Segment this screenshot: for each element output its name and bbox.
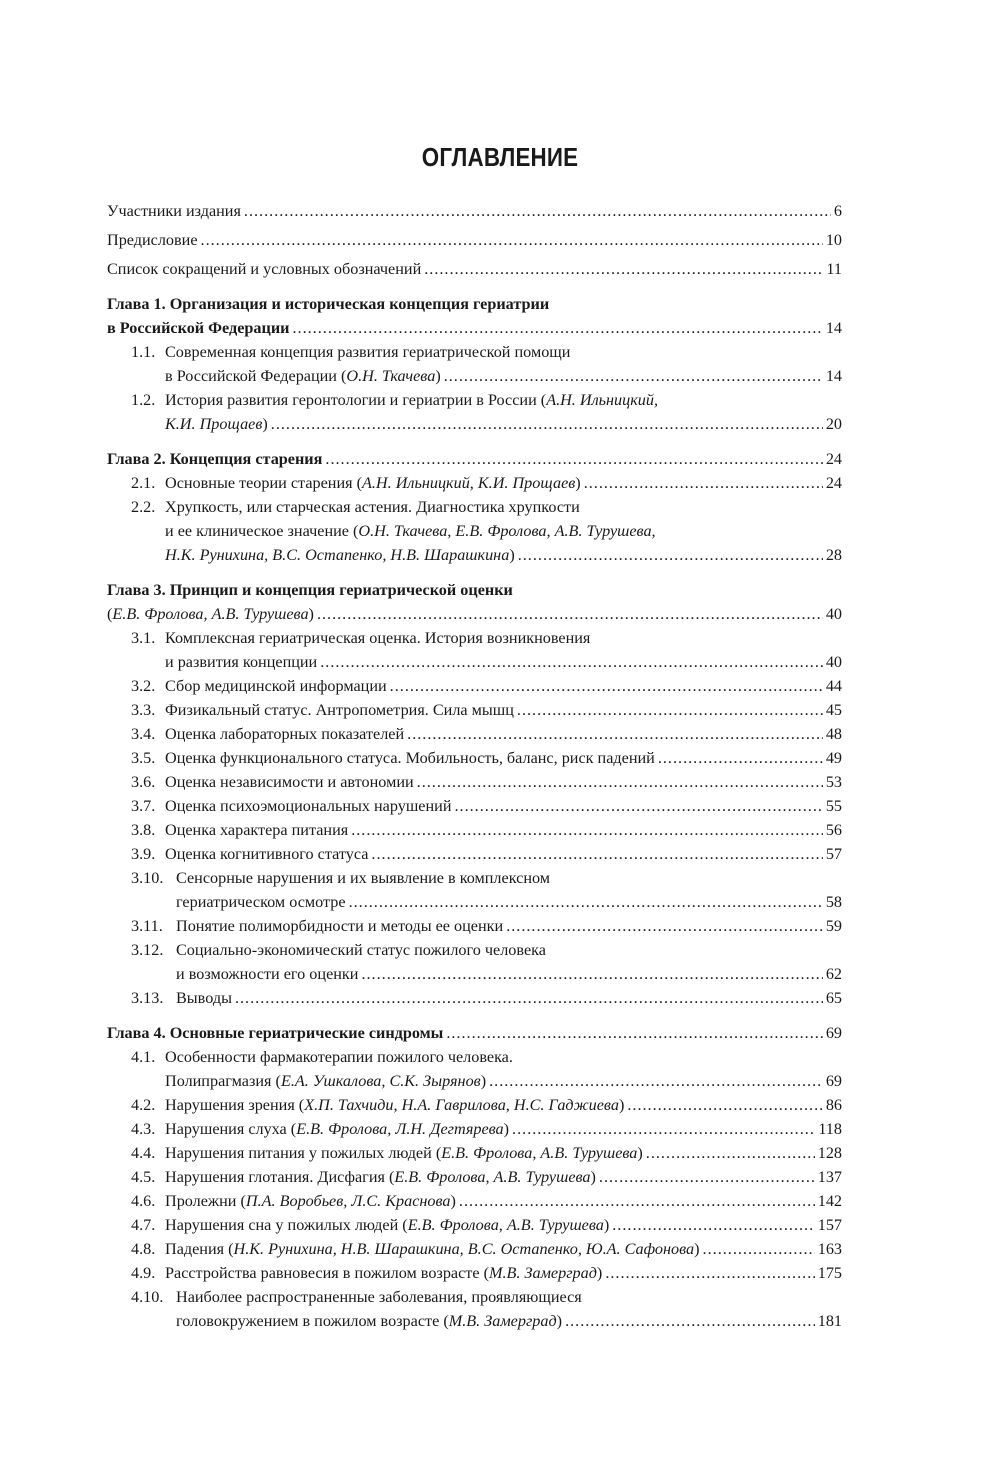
page-number: 163 [817, 1240, 842, 1258]
section-number: 4.2. [131, 1096, 156, 1114]
entry-title: Наиболее распространенные заболевания, проявляющиеся [176, 1288, 582, 1306]
leader-dots [599, 1165, 815, 1189]
leader-dots [517, 698, 823, 722]
entry-title: Падения ( [165, 1240, 234, 1258]
entry-title: Расстройства равновесия в пожилом возрасте ( [165, 1264, 489, 1282]
page-number: 10 [825, 231, 842, 249]
entry-title: Сенсорные нарушения и их выявление в комплексном [176, 869, 551, 887]
entry-title: Глава 3. Принцип и концепция гериатрической оценки [107, 581, 513, 599]
entry-title-cont: в Российской Федерации ( [165, 367, 347, 385]
entry-title-cont: гериатрическом осмотре [176, 893, 346, 911]
entry-title-cont: и возможности его оценки [176, 965, 359, 983]
entry-title: Комплексная гериатрическая оценка. История возникновения [165, 629, 591, 647]
entry-title: Выводы [176, 989, 232, 1007]
close-paren: ) [637, 1144, 643, 1162]
entry-title: Сбор медицинской информации [165, 677, 387, 695]
leader-dots [349, 890, 823, 914]
entry-title: Хрупкость, или старческая астения. Диагностика хрупкости [165, 498, 580, 516]
leader-dots [244, 199, 831, 223]
leader-dots [371, 842, 822, 866]
toc-section-4-1 [107, 1045, 842, 1093]
page-title: ОГЛАВЛЕНИЕ [421, 142, 579, 172]
entry-title: Основные теории старения ( [165, 474, 362, 492]
entry-title: Глава 2. Концепция старения [107, 450, 323, 468]
section-number: 2.1. [131, 474, 156, 492]
page-number: 157 [817, 1216, 842, 1234]
leader-dots [292, 316, 822, 340]
entry-title: Участники издания [107, 202, 241, 220]
page-number: 11 [826, 260, 842, 278]
entry-authors: А.Н. Ильницкий, К.И. Прощаев [362, 474, 576, 492]
toc-section-2-1 [107, 471, 842, 495]
entry-authors: Е.В. Фролова, А.В. Турушева [394, 1168, 591, 1186]
toc-section-4-7 [107, 1213, 842, 1237]
toc-chapter-4 [107, 1021, 842, 1045]
page-number: 69 [825, 1072, 842, 1090]
entry-title: Нарушения питания у пожилых людей ( [165, 1144, 442, 1162]
toc-chapter-1 [107, 292, 842, 340]
open-paren: ( [107, 605, 113, 623]
close-paren: ) [603, 1216, 610, 1234]
leader-dots [320, 650, 823, 674]
section-number: 3.3. [131, 701, 156, 719]
entry-authors: Е.В. Фролова, А.В. Турушева [112, 605, 309, 623]
entry-title: Оценка лабораторных показателей [165, 725, 405, 743]
leader-dots [454, 794, 822, 818]
entry-title: Особенности фармакотерапии пожилого человека. [165, 1048, 513, 1066]
page-number: 59 [825, 917, 842, 935]
section-number: 4.6. [131, 1192, 156, 1210]
entry-authors: М.В. Замерград [488, 1264, 597, 1282]
leader-dots [584, 471, 823, 495]
close-paren: ) [575, 474, 581, 492]
leader-dots [390, 674, 823, 698]
entry-authors-cont: К.И. Прощаев [165, 415, 263, 433]
leader-dots [317, 602, 823, 626]
toc-section-3-13 [107, 986, 842, 1010]
toc-section-3-4 [107, 722, 842, 746]
page-number: 53 [825, 773, 842, 791]
entry-authors: А.Н. Ильницкий, [546, 391, 659, 409]
close-paren: ) [480, 1072, 487, 1090]
entry-title: Физикальный статус. Антропометрия. Сила мышц [165, 701, 514, 719]
section-number: 3.13. [131, 989, 164, 1007]
section-number: 3.8. [131, 821, 156, 839]
section-number: 3.10. [131, 869, 164, 887]
entry-title: Нарушения глотания. Дисфагия ( [165, 1168, 395, 1186]
section-number: 1.1. [131, 343, 156, 361]
leader-dots [703, 1237, 815, 1261]
section-number: 3.6. [131, 773, 156, 791]
page-number: 86 [825, 1096, 842, 1114]
page-number: 24 [825, 474, 842, 492]
leader-dots [361, 962, 822, 986]
toc-section-4-5 [107, 1165, 842, 1189]
toc-section-3-5 [107, 746, 842, 770]
page-number: 49 [825, 749, 842, 767]
page-number: 55 [825, 797, 842, 815]
entry-title: Оценка психоэмоциональных нарушений [165, 797, 452, 815]
page-number: 6 [833, 202, 842, 220]
close-paren: ) [450, 1192, 456, 1210]
entry-title-cont: в Российской Федерации [107, 319, 290, 337]
toc-section-3-11 [107, 914, 842, 938]
toc-section-3-1 [107, 626, 842, 674]
toc-section-1-1 [107, 340, 842, 388]
entry-authors: Х.П. Тахчиди, Н.А. Гаврилова, Н.С. Гаджиева [304, 1096, 619, 1114]
section-number: 4.9. [131, 1264, 156, 1282]
entry-authors-cont: Н.К. Рунихина, В.С. Остапенко, Н.В. Шарашкина [165, 546, 510, 564]
leader-dots [325, 447, 822, 471]
entry-title: Социально-экономический статус пожилого человека [176, 941, 546, 959]
section-number: 4.4. [131, 1144, 156, 1162]
section-number: 4.5. [131, 1168, 156, 1186]
page-number: 20 [825, 415, 842, 433]
entry-title: Нарушения слуха ( [165, 1120, 297, 1138]
toc-section-3-2 [107, 674, 842, 698]
page-number: 181 [817, 1312, 842, 1330]
toc-section-3-6 [107, 770, 842, 794]
leader-dots [446, 1021, 822, 1045]
page-number: 58 [825, 893, 842, 911]
leader-dots [605, 1261, 814, 1285]
page-number: 14 [825, 319, 842, 337]
entry-authors: М.В. Замерград [448, 1312, 557, 1330]
page-number: 56 [825, 821, 842, 839]
toc-entry-preface [107, 228, 842, 252]
entry-title-cont: и развития концепции [165, 653, 318, 671]
section-number: 4.1. [131, 1048, 156, 1066]
page-number: 128 [817, 1144, 842, 1162]
close-paren: ) [596, 1264, 603, 1282]
entry-title: Пролежни ( [165, 1192, 246, 1210]
leader-dots [407, 722, 823, 746]
leader-dots [612, 1213, 814, 1237]
entry-title: История развития геронтологии и гериатрии в России ( [165, 391, 547, 409]
entry-authors: Е.В. Фролова, А.В. Турушева [407, 1216, 604, 1234]
leader-dots [417, 770, 823, 794]
toc-section-4-10 [107, 1285, 842, 1333]
leader-dots [565, 1309, 815, 1333]
page-number: 175 [817, 1264, 842, 1282]
page-number: 62 [825, 965, 842, 983]
entry-title: Оценка когнитивного статуса [165, 845, 369, 863]
toc-section-3-9 [107, 842, 842, 866]
section-number: 3.5. [131, 749, 156, 767]
leader-dots [658, 746, 823, 770]
close-paren: ) [308, 605, 314, 623]
leader-dots [627, 1093, 822, 1117]
entry-title: Оценка функционального статуса. Мобильность, баланс, риск падений [165, 749, 655, 767]
close-paren: ) [618, 1096, 625, 1114]
section-number: 2.2. [131, 498, 156, 516]
close-paren: ) [694, 1240, 700, 1258]
section-number: 4.3. [131, 1120, 156, 1138]
section-number: 3.1. [131, 629, 156, 647]
close-paren: ) [590, 1168, 596, 1186]
section-number: 3.2. [131, 677, 156, 695]
page-number: 69 [825, 1024, 842, 1042]
close-paren: ) [556, 1312, 563, 1330]
page-number: 118 [818, 1120, 842, 1138]
close-paren: ) [262, 415, 268, 433]
toc-section-3-8 [107, 818, 842, 842]
leader-dots [512, 1117, 815, 1141]
entry-authors: Н.К. Рунихина, Н.В. Шарашкина, В.С. Остапенко, Ю.А. Сафонова [233, 1240, 695, 1258]
page-number: 40 [825, 605, 842, 623]
entry-authors: Е.А. Ушкалова, С.К. Зырянов [280, 1072, 481, 1090]
leader-dots [271, 412, 823, 436]
toc-chapter-3 [107, 578, 842, 626]
page-number: 57 [825, 845, 842, 863]
page-number: 45 [825, 701, 842, 719]
entry-authors: П.А. Воробьев, Л.С. Краснова [245, 1192, 451, 1210]
entry-title-cont: головокружением в пожилом возрасте ( [176, 1312, 449, 1330]
toc-section-3-10 [107, 866, 842, 914]
page-number: 44 [825, 677, 842, 695]
page-number: 14 [825, 367, 842, 385]
entry-authors: Е.В. Фролова, А.В. Турушева [441, 1144, 638, 1162]
table-of-contents [107, 199, 842, 1333]
entry-title: Нарушения сна у пожилых людей ( [165, 1216, 408, 1234]
leader-dots [506, 914, 823, 938]
page-number: 65 [825, 989, 842, 1007]
toc-section-4-6 [107, 1189, 842, 1213]
entry-title: Список сокращений и условных обозначений [107, 260, 422, 278]
entry-title: Глава 1. Организация и историческая концепция гериатрии [107, 295, 550, 313]
page-number: 48 [825, 725, 842, 743]
toc-section-4-2 [107, 1093, 842, 1117]
section-number: 3.11. [131, 917, 163, 935]
leader-dots [646, 1141, 815, 1165]
section-number: 3.9. [131, 845, 156, 863]
entry-title: Оценка характера питания [165, 821, 349, 839]
entry-title-cont: Полипрагмазия ( [165, 1072, 281, 1090]
entry-title-cont: и ее клиническое значение ( [165, 522, 359, 540]
close-paren: ) [509, 546, 515, 564]
entry-authors: О.Н. Ткачева, Е.В. Фролова, А.В. Турушева, [358, 522, 656, 540]
page-number: 40 [825, 653, 842, 671]
entry-authors: Е.В. Фролова, Л.Н. Дегтярева [296, 1120, 504, 1138]
entry-title: Нарушения зрения ( [165, 1096, 305, 1114]
close-paren: ) [435, 367, 441, 385]
toc-entry-participants [107, 199, 842, 223]
entry-title: Современная концепция развития гериатрической помощи [165, 343, 571, 361]
toc-section-3-3 [107, 698, 842, 722]
toc-section-4-4 [107, 1141, 842, 1165]
toc-section-1-2 [107, 388, 842, 436]
section-number: 3.4. [131, 725, 156, 743]
toc-section-3-7 [107, 794, 842, 818]
leader-dots [518, 543, 823, 567]
entry-title: Оценка независимости и автономии [165, 773, 414, 791]
leader-dots [235, 986, 823, 1010]
toc-entry-abbreviations [107, 257, 842, 281]
section-number: 3.7. [131, 797, 156, 815]
toc-section-4-8 [107, 1237, 842, 1261]
leader-dots [201, 228, 823, 252]
section-number: 4.10. [131, 1288, 164, 1306]
entry-title: Предисловие [107, 231, 198, 249]
section-number: 4.8. [131, 1240, 156, 1258]
leader-dots [489, 1069, 823, 1093]
toc-section-4-3 [107, 1117, 842, 1141]
toc-chapter-2 [107, 447, 842, 471]
close-paren: ) [503, 1120, 510, 1138]
toc-section-3-12 [107, 938, 842, 986]
page-number: 24 [825, 450, 842, 468]
leader-dots [444, 364, 823, 388]
page-number: 137 [817, 1168, 842, 1186]
page-number: 142 [817, 1192, 842, 1210]
leader-dots [459, 1189, 815, 1213]
section-number: 3.12. [131, 941, 164, 959]
page-number: 28 [825, 546, 842, 564]
entry-title: Глава 4. Основные гериатрические синдромы [107, 1024, 444, 1042]
section-number: 4.7. [131, 1216, 156, 1234]
leader-dots [424, 257, 823, 281]
section-number: 1.2. [131, 391, 156, 409]
leader-dots [351, 818, 823, 842]
entry-authors: О.Н. Ткачева [346, 367, 436, 385]
toc-section-4-9 [107, 1261, 842, 1285]
toc-section-2-2 [107, 495, 842, 567]
entry-title: Понятие полиморбидности и методы ее оценки [176, 917, 504, 935]
